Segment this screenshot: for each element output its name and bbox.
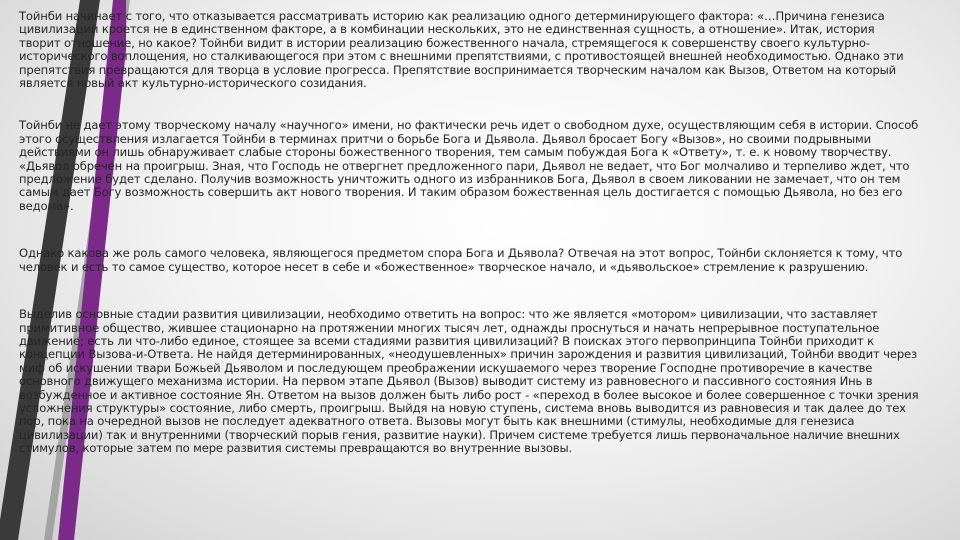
paragraph-4: Выделив основные стадии развития цивилизации, необходимо ответить на вопрос: что же является «мотором» цивилизации, что заставляет примитивное общество, жившее стационарно на протяжении многих тысяч лет, однажды проснуться и начать непрерывное поступательное движение; есть ли что-либо единое, стоящее за всеми стадиями развития цивилизаций? В поисках этого первопринципа Тойнби приходит к концепции Вызова-и-Ответа. Не найдя детерминированных, «неодушевленных» причин зарождения и развития цивилизаций, Тойнби вводит через миф об искушении твари Божьей Дьяволом и последующем преображении искушаемого через творение Господне противоречие в качестве основного движущего механизма истории. На первом этапе Дьявол (Вызов) выводит систему из равновесного и пассивного состояния Инь в возбужденное и активное состояние Ян. Ответом на вызов должен быть либо рост - «переход в более высокое и более совершенное с точки зрения усложнения структуры» состояние, либо смерть, проигрыш. Выйдя на новую ступень, система вновь выводится из равновесия и так далее до тех пор, пока на очередной вызов не последует адекватного ответа. Вызовы могут быть как внешними (стимулы, необходимые для генезиса цивилизации) так и внутренними (творческий порыв гения, развитие науки). Причем системе требуется лишь первоначальное наличие внешних стимулов, которые затем по мере развития системы превращаются во внутренние вызовы. (19, 307, 919, 456)
paragraph-2: Тойнби не дает этому творческому началу «научного» имени, но фактически речь идет о свободном духе, осуществляющим себя в истории. Способ этого осуществления излагается Тойнби в терминах притчи о борьбе Бога и Дьявола. Дьявол бросает Богу «Вызов», но своими подрывными действиями он лишь обнаруживает слабые стороны божественного творения, тем самым побуждая Бога к «Ответу», т. е. к новому творчеству. «Дьявол обречен на проигрыш. Зная, что Господь не отвергнет предложенного пари, Дьявол не ведает, что Бог молчаливо и терпеливо ждет, что предложение будет сделано. Получив возможность уничтожить одного из избранников Бога, Дьявол в своем ликовании не замечает, что он тем самым дает Богу возможность совершить акт нового творения. И таким образом божественная цель достигается с помощью Дьявола, но без его ведома». (19, 118, 919, 213)
paragraph-1: Тойнби начинает с того, что отказывается рассматривать историю как реализацию одного детерминирующего фактора: «…Причина генезиса цивилизаций кроется не в единственном факторе, а в комбинации нескольких, это не единственная сущность, а отношение». Итак, история творит отношение, но какое? Тойнби видит в истории реализацию божественного начала, стремящегося к совершенству своего культурно-исторического воплощения, но сталкивающегося при этом с внешними препятствиями, с противостоящей внешней необходимостью. Однако эти препятствия превращаются для творца в условие прогресса. Препятствие воспринимается творческим началом как Вызов, Ответом на который является новый акт культурно-исторического созидания. (19, 9, 904, 91)
paragraph-3: Однако какова же роль самого человека, являющегося предметом спора Бога и Дьявола? Отвечая на этот вопрос, Тойнби склоняется к тому, что человек и есть то самое существо, которое несет в себе и «божественное» творческое начало, и «дьявольское» стремление к разрушению. (19, 246, 903, 274)
slide-text (19, 10, 919, 456)
